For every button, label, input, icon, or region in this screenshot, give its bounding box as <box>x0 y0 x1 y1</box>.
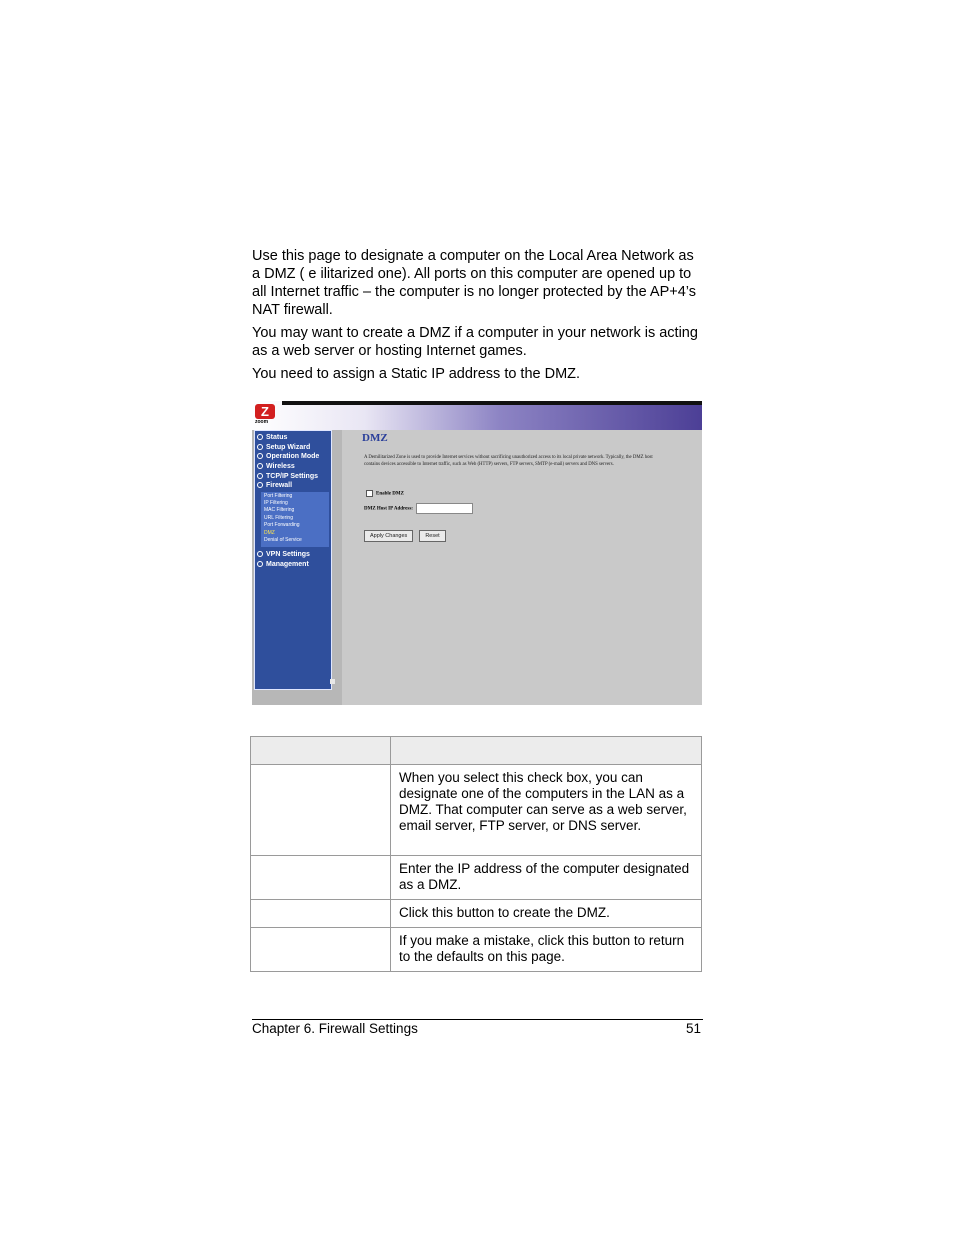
nav-item-setup-wizard[interactable]: Setup Wizard <box>257 443 310 452</box>
zoom-logo <box>255 404 279 428</box>
nav-item-operation-mode[interactable]: Operation Mode <box>257 452 319 461</box>
sub-item-url-filtering[interactable]: URL Filtering <box>264 515 293 521</box>
enable-dmz-row <box>366 490 404 497</box>
table-cell-field <box>251 928 391 972</box>
screenshot-banner <box>252 401 702 430</box>
sub-item-ip-filtering[interactable]: IP Filtering <box>264 500 288 506</box>
table-row <box>251 856 702 900</box>
table-cell-field <box>251 856 391 900</box>
nav-item-wireless[interactable]: Wireless <box>257 462 295 471</box>
table-header-field <box>251 737 391 765</box>
screenshot-sidebar <box>252 430 342 705</box>
dmz-page-title: DMZ <box>362 432 388 444</box>
table-cell-description: If you make a mistake, click this button to return to the defaults on this page. <box>391 928 702 972</box>
table-cell-field <box>251 765 391 856</box>
dmz-description: A Demilitarized Zone is used to provide Internet services without sacrificing unauthorized access to its local private network. Typically, the DMZ host contains devices accessible to Internet traffic, such as Web (HTTP) servers, FTP servers, SMTP (e-mail) servers and DNS servers. <box>364 455 653 467</box>
resize-handle[interactable] <box>330 679 335 684</box>
dmz-host-ip-row <box>364 503 473 514</box>
dmz-buttons <box>364 524 452 542</box>
enable-dmz-checkbox[interactable] <box>366 490 373 497</box>
enable-dmz-label: Enable DMZ <box>376 491 404 497</box>
apply-changes-button[interactable]: Apply Changes <box>364 530 413 542</box>
zoom-logo-mark: Z <box>255 404 275 419</box>
footer-rule <box>252 1019 703 1020</box>
table-row <box>251 900 702 928</box>
zoom-logo-word: zoom <box>255 419 269 425</box>
dmz-host-ip-label: DMZ Host IP Address: <box>364 506 413 512</box>
table-header-row <box>251 737 702 765</box>
nav-item-vpn-settings[interactable]: VPN Settings <box>257 550 310 559</box>
screenshot-content <box>342 430 702 705</box>
intro-paragraph-2: You may want to create a DMZ if a computer in your network is acting as a web server or hosting Internet games. <box>252 325 698 359</box>
sub-item-port-filtering[interactable]: Port Filtering <box>264 493 293 499</box>
table-cell-description: Enter the IP address of the computer designated as a DMZ. <box>391 856 702 900</box>
sub-item-mac-filtering[interactable]: MAC Filtering <box>264 507 295 513</box>
footer-chapter: Chapter 6. Firewall Settings <box>252 1021 418 1036</box>
dmz-host-ip-input[interactable] <box>416 503 473 514</box>
nav-item-tcpip-settings[interactable]: TCP/IP Settings <box>257 472 318 481</box>
firewall-submenu <box>261 492 329 547</box>
dmz-screenshot <box>252 401 702 705</box>
field-description-table <box>250 736 702 972</box>
sub-item-denial-of-service[interactable]: Denial of Service <box>264 537 302 543</box>
table-header-description <box>391 737 702 765</box>
nav-item-management[interactable]: Management <box>257 560 309 569</box>
nav-item-firewall[interactable]: Firewall <box>257 481 292 490</box>
intro-paragraph-1: Use this page to designate a computer on the Local Area Network as a DMZ ( e ilitarized one). All ports on this computer are opened up to all Internet traffic – the computer is no longer protected by the AP+4’s NAT firewall. <box>252 248 696 318</box>
screenshot-nav <box>254 430 332 690</box>
sub-item-port-forwarding[interactable]: Port Forwarding <box>264 522 300 528</box>
reset-button[interactable]: Reset <box>419 530 445 542</box>
table-cell-description: When you select this check box, you can designate one of the computers in the LAN as a DMZ. That computer can serve as a web server, email server, FTP server, or DNS server. <box>391 765 702 856</box>
footer-page-number: 51 <box>685 1021 701 1036</box>
table-cell-description: Click this button to create the DMZ. <box>391 900 702 928</box>
sub-item-dmz[interactable]: DMZ <box>264 530 275 536</box>
intro-text <box>252 247 702 388</box>
table-cell-field <box>251 900 391 928</box>
intro-paragraph-3: You need to assign a Static IP address to the DMZ. <box>252 366 581 382</box>
table-row <box>251 928 702 972</box>
nav-item-status[interactable]: Status <box>257 433 287 442</box>
table-row <box>251 765 702 856</box>
